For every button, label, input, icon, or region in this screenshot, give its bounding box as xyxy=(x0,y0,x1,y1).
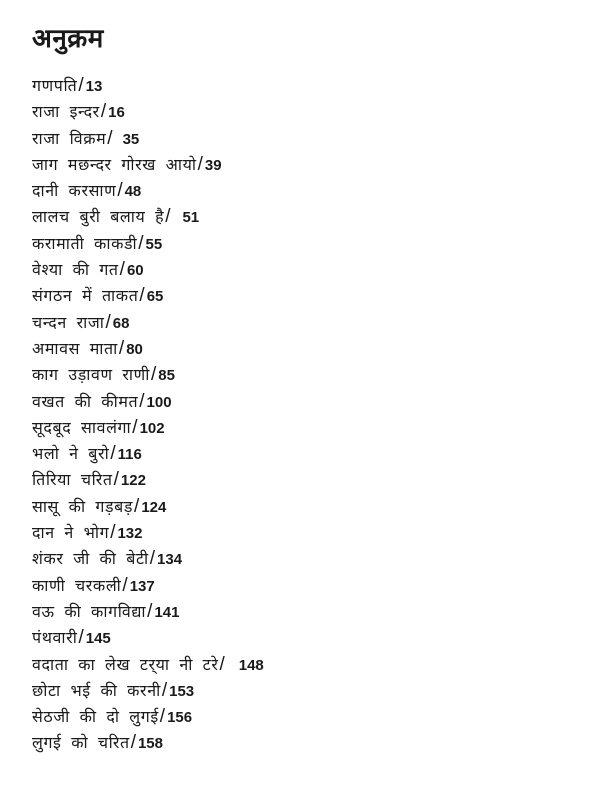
entry-separator: / xyxy=(105,311,111,333)
list-item xyxy=(32,546,264,572)
list-item xyxy=(32,73,264,99)
entry-separator: / xyxy=(110,443,116,465)
list-item xyxy=(32,362,264,388)
list-item xyxy=(32,204,264,230)
entry-page-number: 85 xyxy=(158,367,175,385)
entry-separator: / xyxy=(118,337,125,359)
list-item xyxy=(32,389,264,415)
entry-separator: / xyxy=(219,653,225,675)
list-item xyxy=(32,99,264,125)
list-item xyxy=(32,652,264,678)
entry-separator: / xyxy=(113,469,119,491)
entry-title: काणी चरकली xyxy=(32,575,122,595)
list-item xyxy=(32,730,264,756)
entry-page-number: 122 xyxy=(120,472,146,490)
list-item xyxy=(32,152,264,178)
entry-title: राजा विक्रम xyxy=(32,128,107,148)
entry-title: काग उड़ावण राणी xyxy=(32,365,150,385)
entry-title: सेठजी की दो लुगई xyxy=(32,707,159,727)
list-item xyxy=(32,126,264,152)
entry-page-number: 134 xyxy=(157,551,183,569)
entry-page-number: 158 xyxy=(137,735,163,753)
entry-page-number: 153 xyxy=(169,682,195,700)
list-item xyxy=(32,441,264,467)
entry-title: भलो ने बुरो xyxy=(32,444,110,464)
list-item xyxy=(32,310,264,336)
entry-separator: / xyxy=(78,75,84,96)
table-of-contents xyxy=(32,73,264,757)
entry-title: जाग मछन्दर गोरख आयो xyxy=(32,154,197,174)
entry-page-number: 16 xyxy=(108,104,125,122)
entry-page-number: 13 xyxy=(85,78,103,95)
list-item xyxy=(32,599,264,625)
entry-separator: / xyxy=(139,390,145,412)
entry-separator: / xyxy=(130,732,136,754)
entry-separator: / xyxy=(119,259,125,281)
entry-page-number: 35 xyxy=(122,130,140,148)
entry-separator: / xyxy=(132,416,138,438)
entry-page-number: 55 xyxy=(145,235,163,253)
entry-page-number: 156 xyxy=(167,709,193,727)
list-item xyxy=(32,625,264,651)
list-item xyxy=(32,678,264,704)
entry-separator: / xyxy=(161,679,168,701)
entry-separator: / xyxy=(139,285,145,307)
list-item xyxy=(32,494,264,520)
entry-separator: / xyxy=(110,522,116,544)
entry-title: वेश्या की गत xyxy=(32,260,119,280)
entry-title: संगठन में ताकत xyxy=(32,286,139,306)
entry-title: दानी करसाण xyxy=(32,181,117,201)
entry-title: अमावस माता xyxy=(32,338,118,358)
list-item xyxy=(32,336,264,362)
entry-page-number: 124 xyxy=(141,498,167,516)
entry-page-number: 68 xyxy=(112,314,130,332)
entry-title: गणपति xyxy=(32,76,78,95)
list-item xyxy=(32,231,264,257)
entry-page-number: 102 xyxy=(139,419,165,437)
entry-separator: / xyxy=(134,495,140,517)
list-item xyxy=(32,257,264,283)
entry-title: छोटा भई की करनी xyxy=(32,680,161,700)
list-item xyxy=(32,283,264,309)
list-item xyxy=(32,467,264,493)
entry-title: शंकर जी की बेटी xyxy=(32,549,149,569)
entry-page-number: 100 xyxy=(146,393,172,411)
entry-separator: / xyxy=(149,548,156,570)
entry-title: लुगई को चरित xyxy=(32,733,130,753)
entry-separator: / xyxy=(107,127,113,149)
entry-title: राजा इन्दर xyxy=(32,102,100,122)
entry-separator: / xyxy=(100,101,107,123)
entry-separator: / xyxy=(117,180,123,202)
entry-title: वदाता का लेख टर्‌या नी टरे xyxy=(32,654,219,674)
list-item xyxy=(32,415,264,441)
entry-title: दान ने भोग xyxy=(32,523,110,543)
list-item xyxy=(32,520,264,546)
entry-page-number: 141 xyxy=(154,603,180,621)
entry-page-number: 145 xyxy=(85,630,111,648)
entry-separator: / xyxy=(165,206,171,228)
entry-page-number: 132 xyxy=(117,525,143,543)
entry-page-number: 80 xyxy=(126,340,143,358)
entry-separator: / xyxy=(138,232,144,254)
entry-title: वऊ की कागविद्या xyxy=(32,601,147,621)
entry-separator: / xyxy=(78,627,84,649)
entry-page-number: 137 xyxy=(129,577,155,595)
entry-title: लालच बुरी बलाय है xyxy=(32,207,165,227)
entry-page-number: 39 xyxy=(204,156,222,174)
entry-title: करामाती काकडी xyxy=(32,233,138,253)
entry-separator: / xyxy=(147,600,153,622)
entry-title: पंथवारी xyxy=(32,628,78,648)
entry-separator: / xyxy=(122,574,128,596)
entry-page-number: 65 xyxy=(146,288,164,306)
entry-title: वखत की कीमत xyxy=(32,391,139,411)
entry-title: सूदबूद सावलंगा xyxy=(32,417,132,437)
list-item xyxy=(32,704,264,730)
entry-page-number: 148 xyxy=(238,656,264,674)
list-item xyxy=(32,573,264,599)
entry-title: चन्दन राजा xyxy=(32,312,105,332)
entry-separator: / xyxy=(197,153,203,175)
list-item xyxy=(32,178,264,204)
entry-page-number: 51 xyxy=(182,209,200,227)
entry-separator: / xyxy=(150,364,157,386)
entry-page-number: 116 xyxy=(117,446,142,464)
entry-separator: / xyxy=(159,706,166,728)
entry-title: तिरिया चरित xyxy=(32,470,113,490)
entry-page-number: 60 xyxy=(126,262,144,280)
entry-page-number: 48 xyxy=(124,183,142,201)
page-title: अनुक्रम xyxy=(32,24,104,54)
entry-title: सासू की गड़बड़ xyxy=(32,496,134,516)
